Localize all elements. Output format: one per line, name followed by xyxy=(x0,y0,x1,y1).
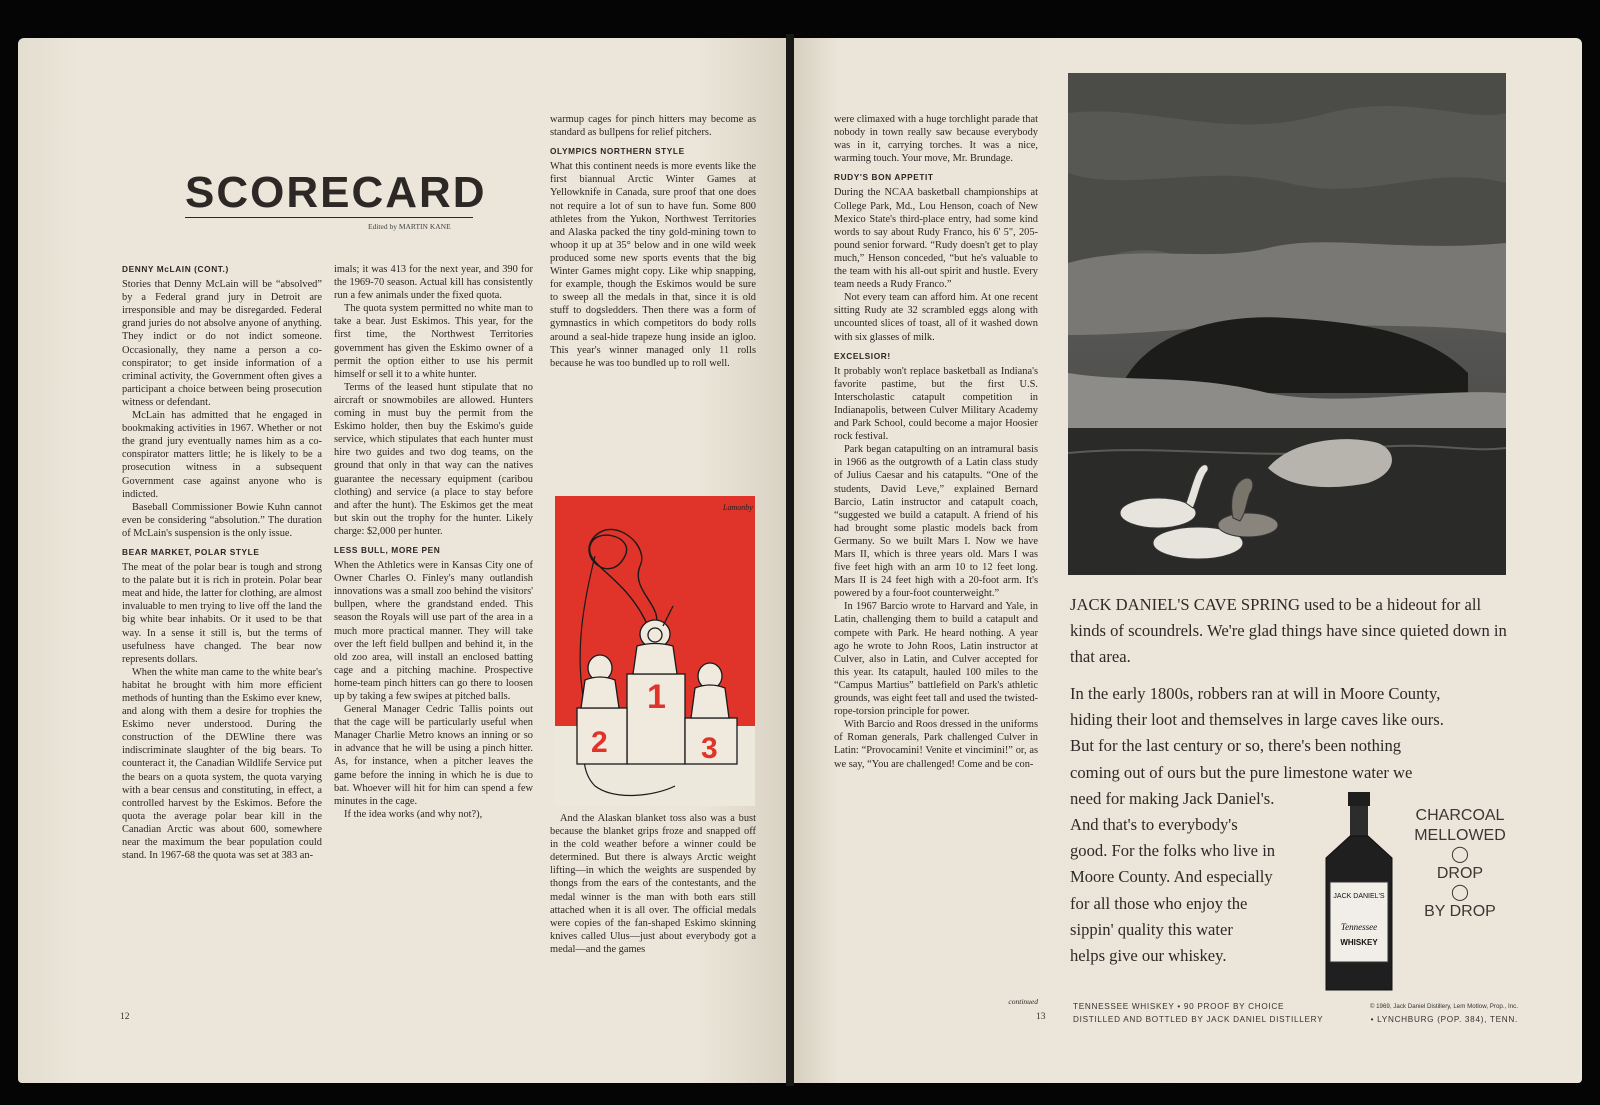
paragraph: were climaxed with a huge torchlight parade that nobody in town really saw because everybody was in it, carrying torches. It was a nice, warming touch. Your move, Mr. Brundage. xyxy=(834,114,1038,165)
ad-body-line: helps give our whiskey. xyxy=(1070,946,1227,966)
ad-body-line: for all those who enjoy the xyxy=(1070,893,1248,913)
paragraph: If the idea works (and why not?), xyxy=(344,808,483,820)
paragraph: McLain has admitted that he engaged in bookmaking activities in 1967. Whether or not the grand jury eventually names him as a co-conspirator matters little; he is likely to be a prosecution witness in a subsequent Government case against anyone who is indicted. xyxy=(122,410,322,500)
section-heading: OLYMPICS NORTHERN STYLE xyxy=(550,146,685,157)
paragraph: warmup cages for pinch hitters may become as standard as bullpens for relief pitchers. xyxy=(550,114,756,139)
section-heading: DENNY McLAIN (CONT.) xyxy=(122,264,229,274)
charcoal-mellowed-tagline: CHARCOAL MELLOWED ◯ DROP ◯ BY DROP xyxy=(1400,806,1520,922)
ad-body-line: coming out of ours but the pure limestone water we xyxy=(1070,762,1413,782)
svg-text:WHISKEY: WHISKEY xyxy=(1340,938,1378,947)
title-rule xyxy=(185,217,473,218)
page-number-left: 12 xyxy=(120,1012,130,1022)
podium-label-3: 3 xyxy=(701,732,718,765)
ad-body-line: need for making Jack Daniel's. xyxy=(1070,788,1275,808)
ad-body-line: sippin' quality this water xyxy=(1070,919,1233,939)
ad-footer: TENNESSEE WHISKEY • 90 PROOF BY CHOICE © 1969, Jack Daniel Distillery, Lem Motlow, Prop., Inc. DISTILLED AND BOTTLED BY JACK DANIEL DISTILLERY • LYNCHBURG (POP. 384), TENN. xyxy=(1073,1002,1518,1024)
column-2 xyxy=(334,263,533,821)
paragraph: And the Alaskan blanket toss also was a bust because the blanket grips froze and snapped off in the cold weather before a winner could be determined. But there is always Arctic weight lifting—in which the weights are suspended by thongs from the ears of the contestants, and the medal winner is the man with both ears still attached when it is all over. The official medals were copies of the fan-shaped Eskimo skinning knives called Ulus—just about everybody got a medal—and the games xyxy=(550,813,756,955)
paragraph: When the white man came to the white bear's habitat he brought with him more efficient methods of hunting than the Eskimo ever knew, and along with them a desire for trophies the Eskimo never understood. During the construction of the DEWline there was indiscriminate slaughter of the big bears. To counteract it, the Canadian Wildlife Service put the bears on a quota system, the quota varying with a bear census and constituting, in effect, a controlled harvest by the Eskimos. Before the quota the average polar bear kill in the Canadian Arctic was about 600, somewhere near the maximum the bear population could stand. In 1967-68 the quota was set at 383 an- xyxy=(122,666,322,862)
paragraph: General Manager Cedric Tallis points out that the cage will be particularly useful when Manager Charlie Metro knows an inning or so in advance that he will be using a pinch hitter. As, for instance, when a pitcher leaves the game before the inning in which he is due to bat. Whoever will hit for him can spend a few minutes in the cage. xyxy=(334,704,533,807)
section-heading: RUDY'S BON APPETIT xyxy=(834,172,934,183)
section-heading: EXCELSIOR! xyxy=(834,350,891,361)
water-drop-icon: ◯ xyxy=(1451,884,1469,901)
water-drop-icon: ◯ xyxy=(1451,846,1469,863)
artist-signature: Lamonby xyxy=(723,503,753,512)
paragraph: Baseball Commissioner Bowie Kuhn cannot even be considering “absolution.” The duration of McLain's suspension is the only issue. xyxy=(122,501,322,539)
section-heading: BEAR MARKET, POLAR STYLE xyxy=(122,546,260,557)
section-heading: LESS BULL, MORE PEN xyxy=(334,544,441,555)
ad-body-line: hiding their loot and themselves in large caves like ours. xyxy=(1070,710,1444,730)
ad-body-line: good. For the folks who live in xyxy=(1070,841,1276,861)
editor-credit: Edited by MARTIN KANE xyxy=(368,222,451,231)
ad-headline-rest: used to be a hideout for all kinds of scoundrels. We're glad things have since quieted down in that area. xyxy=(1070,595,1507,666)
scorecard-title: SCORECARD xyxy=(185,168,487,217)
ad-headline xyxy=(1070,592,1510,670)
column-4 xyxy=(834,113,1038,771)
paragraph: Not every team can afford him. At one recent sitting Rudy ate 32 scrambled eggs along with uncounted slices of toast, all of it washed down with six glasses of milk. xyxy=(834,292,1038,343)
paragraph: Park began catapulting on an intramural basis in 1966 as the outgrowth of a Latin class study of Julius Caesar and his catapults. “One of the students, David Leve,” explained Bernard Barcio, Latin instructor and catapult coach, “suggested we build a catapult. A friend of his had brought some plastic models back from Germany. So we built Mars I. Now we have Mars II, which is three years old. Mars I was five feet high with an arm 10 to 12 feet long. Mars II is 24 feet high with a 20-foot arm. It's powered by a four-foot counterweight.” xyxy=(834,444,1038,600)
column-3-top xyxy=(550,113,756,370)
podium-label-1: 1 xyxy=(647,678,666,716)
ad-body-line: And that's to everybody's xyxy=(1070,815,1238,835)
ad-body-line: But for the last century or so, there's been nothing xyxy=(1070,736,1402,756)
paragraph: imals; it was 413 for the next year, and 390 for the 1969-70 season. Actual kill has consistently run a few animals under the fixed quota. xyxy=(334,264,533,302)
svg-text:JACK DANIEL'S: JACK DANIEL'S xyxy=(1333,893,1385,900)
column-1 xyxy=(122,263,322,862)
ad-body-line: In the early 1800s, robbers ran at will in Moore County, xyxy=(1070,684,1441,703)
ad-headline-brand: JACK DANIEL'S CAVE SPRING xyxy=(1070,595,1300,614)
paragraph: In 1967 Barcio wrote to Harvard and Yale, in Latin, challenging them to build a catapult and compete with Park. He heard nothing. A year ago he wrote to John Roos, Latin instructor at Culver, also in Latin, and Culver accepted for this year. Its catapult, hauled 100 miles to the “Campus Martius” battlefield on Park's athletic grounds, was eight feet tall and used the twisted-rope-torsion principle for power. xyxy=(834,601,1038,718)
paragraph: The meat of the polar bear is tough and strong to the palate but it is rich in protein. Polar bear meat and hide, the latter for clothing, are almost invaluable to men trying to live off the land the big white bear inhabits. Or it used to be that way. In a sense it still is, but the terms of usefulness have changed. The bear now represents dollars. xyxy=(122,562,322,665)
paragraph: Terms of the leased hunt stipulate that no aircraft or snowmobiles are allowed. Hunters coming in must buy the permit from the Eskimo holder, then buy the Eskimo's guide service, which stipulates that each hunter must hire two guides and two dog teams, on the ground that only in that way can the natives guarantee the necessary equipment (caribou clothing) and service (a place to stay before and after the hunt). The Eskimos get the meat but skin out the trophy for the hunter. Likely charge: $2,000 per hunter. xyxy=(334,381,533,537)
paragraph: When the Athletics were in Kansas City one of Owner Charles O. Finley's many outlandish innovations was a small zoo behind the visitors' bullpen, where the grandstand ended. This season the Royals will use part of the area in a much more practical manner. They will take over the left field bullpen and behind it, in the old zoo area, will install an enclosed batting cage and a pitching machine. Prospective home-team pinch hitters can go there to loosen up by taking a few swipes at pitched balls. xyxy=(334,560,533,702)
paragraph: What this continent needs is more events like the first biannual Arctic Winter Games at Yellowknife in Canada, sure proof that one does not require a lot of sun to have fun. Some 800 athletes from the Yukon, Northwest Territories and Alaska packed the tiny gold-mining town to whoop it up at 35° below and in one wild week produced some new sports events that the big Winter Games might copy. Like whip snapping, for example, though the Eskimos would be sure to sweep all the medals in that, since it is old stuff to dogsledders. Then there was a form of gymnastics in which competitors do body rolls around a seal-hide trapeze hung inside an igloo. This year's winner managed only 11 rolls because he was too bundled up to roll well. xyxy=(550,161,756,369)
paragraph: With Barcio and Roos dressed in the uniforms of Roman generals, Park challenged Culver in Latin: “Provocamini! Venite et vincimini!” or, as we say, “You are challenged! Come and be con- xyxy=(834,719,1038,770)
page-number-right: 13 xyxy=(1036,1012,1046,1022)
continued-note: continued xyxy=(1008,997,1038,1006)
cave-spring-photo xyxy=(1068,73,1506,575)
page-gutter xyxy=(786,34,794,1086)
podium-label-2: 2 xyxy=(591,726,608,759)
ad-body-line: Moore County. And especially xyxy=(1070,867,1273,887)
paragraph: During the NCAA basketball championships at College Park, Md., Lou Henson, coach of New Mexico State's third-place entry, had some kind words to say about Rudy Franco, his 6' 5", 205-pound senior forward. “Rudy doesn't get to play much,” Henson conceded, “but he's valuable to the team with his all-out spirit and hustle. Every team needs a Rudy Franco.” xyxy=(834,187,1038,291)
paragraph: It probably won't replace basketball as Indiana's favorite pastime, but the first U.S. Interscholastic catapult competition in Indianapolis, between Culver Military Academy and Park School, could become a major Hoosier rock festival. xyxy=(834,365,1038,443)
whiskey-bottle-icon xyxy=(1320,790,1398,995)
eskimo-podium-illustration xyxy=(555,496,755,806)
column-3-bottom xyxy=(550,812,756,956)
paragraph: The quota system permitted no white man to take a bear. Just Eskimos. This year, for the first time, the Northwest Territories government has given the Eskimo owner of a permit the option either to use his permit himself or sell it to a white hunter. xyxy=(334,303,533,380)
svg-text:Tennessee: Tennessee xyxy=(1340,922,1378,932)
paragraph: Stories that Denny McLain will be “absolved” by a Federal grand jury in Detroit are irresponsible and may be disregarded. Federal grand juries do not absolve anyone of anything. They indict or do not indict someone. Occasionally, they name a person a co-conspirator; to get inside information of a criminal activity, the Government often gives a participant a choice between being prosecution witness or defendant. xyxy=(122,279,322,408)
